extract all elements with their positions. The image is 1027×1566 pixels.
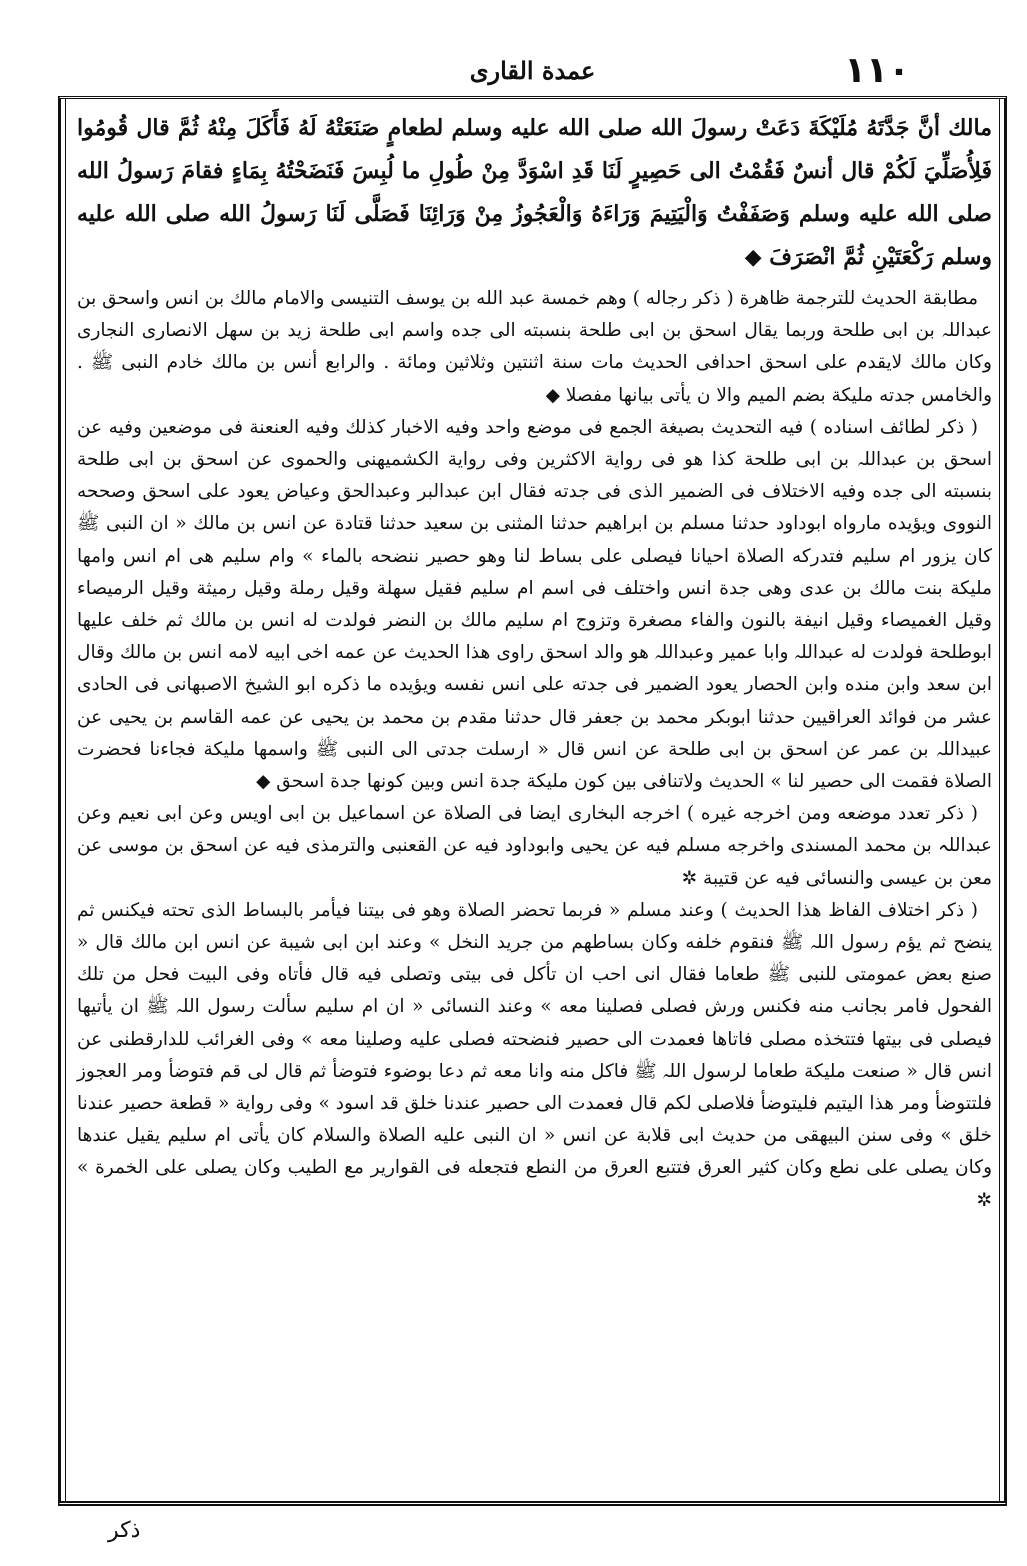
page-header xyxy=(60,50,1005,94)
frame-inner-rule-right xyxy=(999,99,1000,1501)
running-head: عمدة القاری xyxy=(469,56,596,85)
catchword: ذکر xyxy=(108,1518,141,1543)
frame-inner-rule-left xyxy=(65,99,66,1501)
paragraph-wording-variants: ( ذکر اختلاف الفاظ هذا الحدیث ) وعند مسلم « فربما تحضر الصلاة وهو فی بیتنا فیأمر بالبساط الذی تحته فیکنس ثم ینضح ثم یؤم رسول اللہ ﷺ فنقوم خلفه وکان بساطهم من جرید النخل » وعند ابن ابی شیبة عن انس ابن مالك قال « صنع بعض عمومتی للنبی ﷺ طعاما فقال انی احب ان تأکل فی بیتی وتصلی فیه قال فأتاه وفی البیت فحل من تلك الفحول فامر بجانب منه فکنس ورش فصلی فصلینا معه » وعند النسائی « ان ام سلیم سألت رسول اللہ ﷺ ان یأتیها فیصلی فی بیتها فتتخذه مصلی فاتاها فعمدت الی حصیر فنضحته فصلی علیه وصلینا معه » وفی الغرائب للدارقطنی عن انس قال « صنعت ملیکة طعاما لرسول اللہ ﷺ فاکل منه وانا معه ثم دعا بوضوء فتوضأ ثم قال لی قم فتوضأ ومر العجوز فلتتوضأ ومر هذا الیتیم فلیتوضأ فلاصلی لکم قال فعمدت الی حصیر عندنا خلق قد اسود » وفی روایة « قطعة حصیر عندنا خلق » وفی سنن البیهقی من حدیث ابی قلابة عن انس « ان النبی علیه الصلاة والسلام کان یأتی ام سلیم یقیل عندها وکان یصلی علی نطع وکان کثیر العرق فتتبع العرق من النطع فتجعله فی القواریر مع الطیب وکان یصلی علی الخمرة » ✲ xyxy=(77,899,992,1211)
page-number: ۱۱۰ xyxy=(844,50,910,91)
paragraph-chain-subtleties: ( ذکر لطائف اسناده ) فیه التحدیث بصیغة الجمع فی موضع واحد وفیه الاخبار کذلك وفیه العنعنة فی موضعین وفیه عن اسحق بن عبداللہ بن ابی طلحة کذا هو فی روایة الاکثرین وفی روایة الکشمیهنی والحموی عن اسحق بن ابی طلحة بنسبته الی جده وفیه الاختلاف فی الضمیر الذی فی جدته فقال ابن عبدالبر وعبدالحق وعیاض یعود علی اسحق وصححه النووی ویؤیده مارواه ابوداود حدثنا مسلم بن ابراهیم حدثنا المثنی بن سعید حدثنا قتادة عن انس بن مالك « ان النبی ﷺ کان یزور ام سلیم فتدرکه الصلاة احیانا فیصلی علی بساط لنا وهو حصیر ننضحه بالماء » وام سلیم هی ام انس وامها ملیکة بنت مالك بن عدی وهی جدة انس واختلف فی اسم ام سلیم فقیل سهلة وقیل رملة وقیل رمیثة وقیل الرمیصاء وقیل الغمیصاء وقیل انیفة بالنون والفاء مصغرة وتزوج ام سلیم مالك بن النضر فولدت له انس بن مالك ثم خلف علیها ابوطلحة فولدت له عبداللہ وابا عمیر وعبداللہ هو والد اسحق راوی هذا الحدیث عن عمه اخی ابیه لامه انس بن مالك وقال ابن سعد وابن منده وابن الحصار یعود الضمیر فی جدته علی انس نفسه ویؤیده ما ذکره ابو الشیخ الاصبهانی فی الحادی عشر من فوائد العراقیین حدثنا ابوبکر محمد بن جعفر قال حدثنا مقدم بن محمد بن یحیی عن عمه القاسم بن یحیی عن عبیداللہ بن عمر عن اسحق بن ابی طلحة عن انس قال « ارسلت جدتی الی النبی ﷺ واسمها ملیکة فجاءنا فحضرت الصلاة فقمت الی حصیر لنا » الحدیث ولاتنافی بین کون ملیکة جدة انس وبین کونها جدة اسحق ◆ xyxy=(77,416,992,793)
text-frame xyxy=(58,96,1007,1506)
paragraph-narrators: مطابقة الحديث للترجمة ظاهرة ( ذكر رجاله ) وهم خمسة عبد الله بن يوسف التنيسى والامام مالك بن انس واسحق بن عبداللہ بن ابی طلحة وربما یقال اسحق بن ابی طلحة بنسبته الی جده واسم ابی طلحة زید بن سهل الانصاری النجاری وکان مالك لایقدم علی اسحق احدافی الحدیث مات سنة اثنتین وثلاثین ومائة . والرابع أنس بن مالك خادم النبی ﷺ . والخامس جدته ملیکة بضم المیم والا ن یأتی بیانها مفصلا ◆ xyxy=(77,288,992,406)
paragraph-other-narrations: ( ذکر تعدد موضعه ومن اخرجه غیره ) اخرجه البخاری ایضا فی الصلاة عن اسماعیل بن ابی اویس وعن ابی نعیم وعن عبداللہ بن محمد المسندی واخرجه مسلم فیه عن یحیی وابوداود فیه عن القعنبی والترمذی فیه عن اسحق بن موسی عن معن بن عیسی والنسائی فیه عن قتیبة ✲ xyxy=(77,803,992,889)
text-block xyxy=(77,107,992,1493)
hadith-text: مالك أنَّ جَدَّتَهُ مُلَيْكَةَ دَعَتْ رسولَ الله صلى الله عليه وسلم لطعامٍ صَنَعَتْهُ لَهُ فَأَكَلَ مِنْهُ ثُمَّ قال قُومُوا فَلِأُصَلِّيَ لَكُمْ قال أنسٌ فَقُمْتُ الى حَصِيرٍ لَنَا قَدِ اسْوَدَّ مِنْ طُولِ ما لُبِسَ فَنَضَحْتُهُ بِمَاءٍ فقامَ رَسولُ الله صلى الله عليه وسلم وَصَفَفْتُ وَالْيَتِيمَ وَرَاءَهُ وَالْعَجُوزُ مِنْ وَرَائِنَا فَصَلَّى لَنَا رَسولُ الله صلى الله عليه وسلم رَكْعَتَيْنِ ثُمَّ انْصَرَفَ ◆ xyxy=(77,115,992,270)
